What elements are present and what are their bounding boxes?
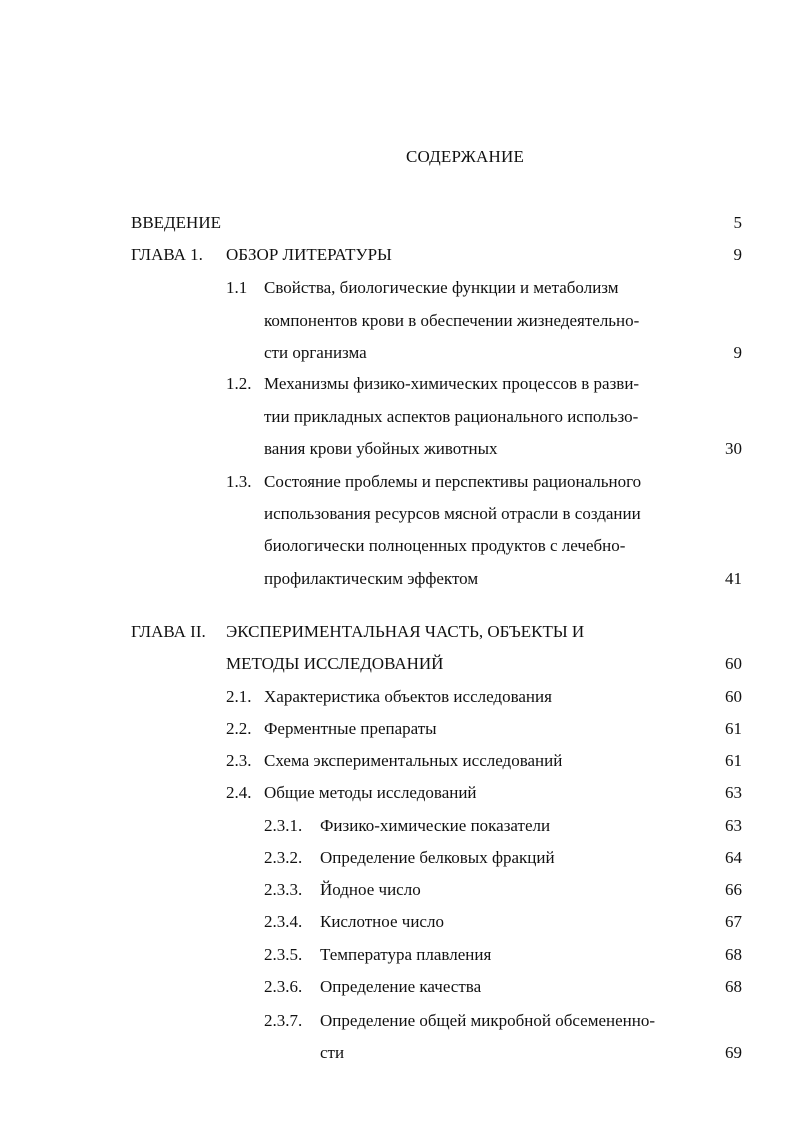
toc-s22-number: 2.2. xyxy=(226,719,252,738)
toc-s22-page: 61 xyxy=(725,719,742,738)
toc-ch1-label: ОБЗОР ЛИТЕРАТУРЫ xyxy=(226,245,392,264)
toc-ch2-line1: ЭКСПЕРИМЕНТАЛЬНАЯ ЧАСТЬ, ОБЪЕКТЫ И xyxy=(226,622,585,641)
toc-sub-page: 68 xyxy=(725,977,742,996)
toc-ch2-page: 60 xyxy=(725,654,742,673)
toc-ch2-line2: МЕТОДЫ ИССЛЕДОВАНИЙ xyxy=(226,654,444,673)
toc-ch1-page: 9 xyxy=(733,245,742,264)
toc-s11-line3: сти организма xyxy=(264,343,367,362)
toc-s11-line1: Свойства, биологические функции и метаболизм xyxy=(264,278,619,297)
toc-sub-page: 68 xyxy=(725,945,742,964)
toc-s12-number: 1.2. xyxy=(226,374,252,393)
toc-s13-number: 1.3. xyxy=(226,472,252,491)
toc-sub-page: 69 xyxy=(725,1043,742,1062)
toc-s12-line2: тии прикладных аспектов рационального использо- xyxy=(264,407,639,426)
toc-s12-line1: Механизмы физико-химических процессов в разви- xyxy=(264,374,640,393)
toc-intro-label: ВВЕДЕНИЕ xyxy=(131,213,221,232)
toc-s11-page: 9 xyxy=(733,343,742,362)
toc-sub-label: Определение качества xyxy=(320,977,482,996)
toc-sub-label: Температура плавления xyxy=(320,945,492,964)
toc-sub-label: Йодное число xyxy=(320,880,421,899)
toc-sub-label-continued: сти xyxy=(320,1043,345,1062)
toc-s13-line4: профилактическим эффектом xyxy=(264,569,479,588)
toc-s13-line2: использования ресурсов мясной отрасли в создании xyxy=(264,504,641,523)
toc-ch2-number: ГЛАВА II. xyxy=(131,622,206,641)
toc-s24-page: 63 xyxy=(725,783,742,802)
toc-sub-number: 2.3.6. xyxy=(264,977,303,996)
toc-sub-label: Кислотное число xyxy=(320,912,444,931)
toc-s13-page: 41 xyxy=(725,569,742,588)
toc-s22-label: Ферментные препараты xyxy=(264,719,437,738)
toc-s12-page: 30 xyxy=(725,439,742,458)
toc-sub-page: 63 xyxy=(725,816,742,835)
toc-sub-page: 67 xyxy=(725,912,742,931)
toc-s21-number: 2.1. xyxy=(226,687,252,706)
toc-sub-number: 2.3.2. xyxy=(264,848,303,867)
toc-sub-number: 2.3.1. xyxy=(264,816,303,835)
toc-sub-number: 2.3.7. xyxy=(264,1011,303,1030)
toc-ch1-number: ГЛАВА 1. xyxy=(131,245,203,264)
toc-s13-line1: Состояние проблемы и перспективы рационального xyxy=(264,472,642,491)
toc-s11-line2: компонентов крови в обеспечении жизнедеятельно- xyxy=(264,311,640,330)
toc-sub-number: 2.3.3. xyxy=(264,880,303,899)
toc-s23-page: 61 xyxy=(725,751,742,770)
toc-sub-number: 2.3.5. xyxy=(264,945,303,964)
toc-s23-number: 2.3. xyxy=(226,751,252,770)
toc-sub-label: Физико-химические показатели xyxy=(320,816,551,835)
toc-sub-label: Определение белковых фракций xyxy=(320,848,555,867)
toc-sub-page: 64 xyxy=(725,848,742,867)
toc-s24-label: Общие методы исследований xyxy=(264,783,477,802)
toc-s21-page: 60 xyxy=(725,687,742,706)
toc-sub-label: Определение общей микробной обсемененно- xyxy=(320,1011,656,1030)
toc-s23-label: Схема экспериментальных исследований xyxy=(264,751,563,770)
toc-s21-label: Характеристика объектов исследования xyxy=(264,687,552,706)
toc-sub-number: 2.3.4. xyxy=(264,912,303,931)
toc-intro-page: 5 xyxy=(733,213,742,232)
page-title: СОДЕРЖАНИЕ xyxy=(405,147,525,166)
toc-s11-number: 1.1 xyxy=(226,278,248,297)
toc-s13-line3: биологически полноценных продуктов с лечебно- xyxy=(264,536,626,555)
toc-sub-page: 66 xyxy=(725,880,742,899)
toc-s12-line3: вания крови убойных животных xyxy=(264,439,498,458)
toc-s24-number: 2.4. xyxy=(226,783,252,802)
